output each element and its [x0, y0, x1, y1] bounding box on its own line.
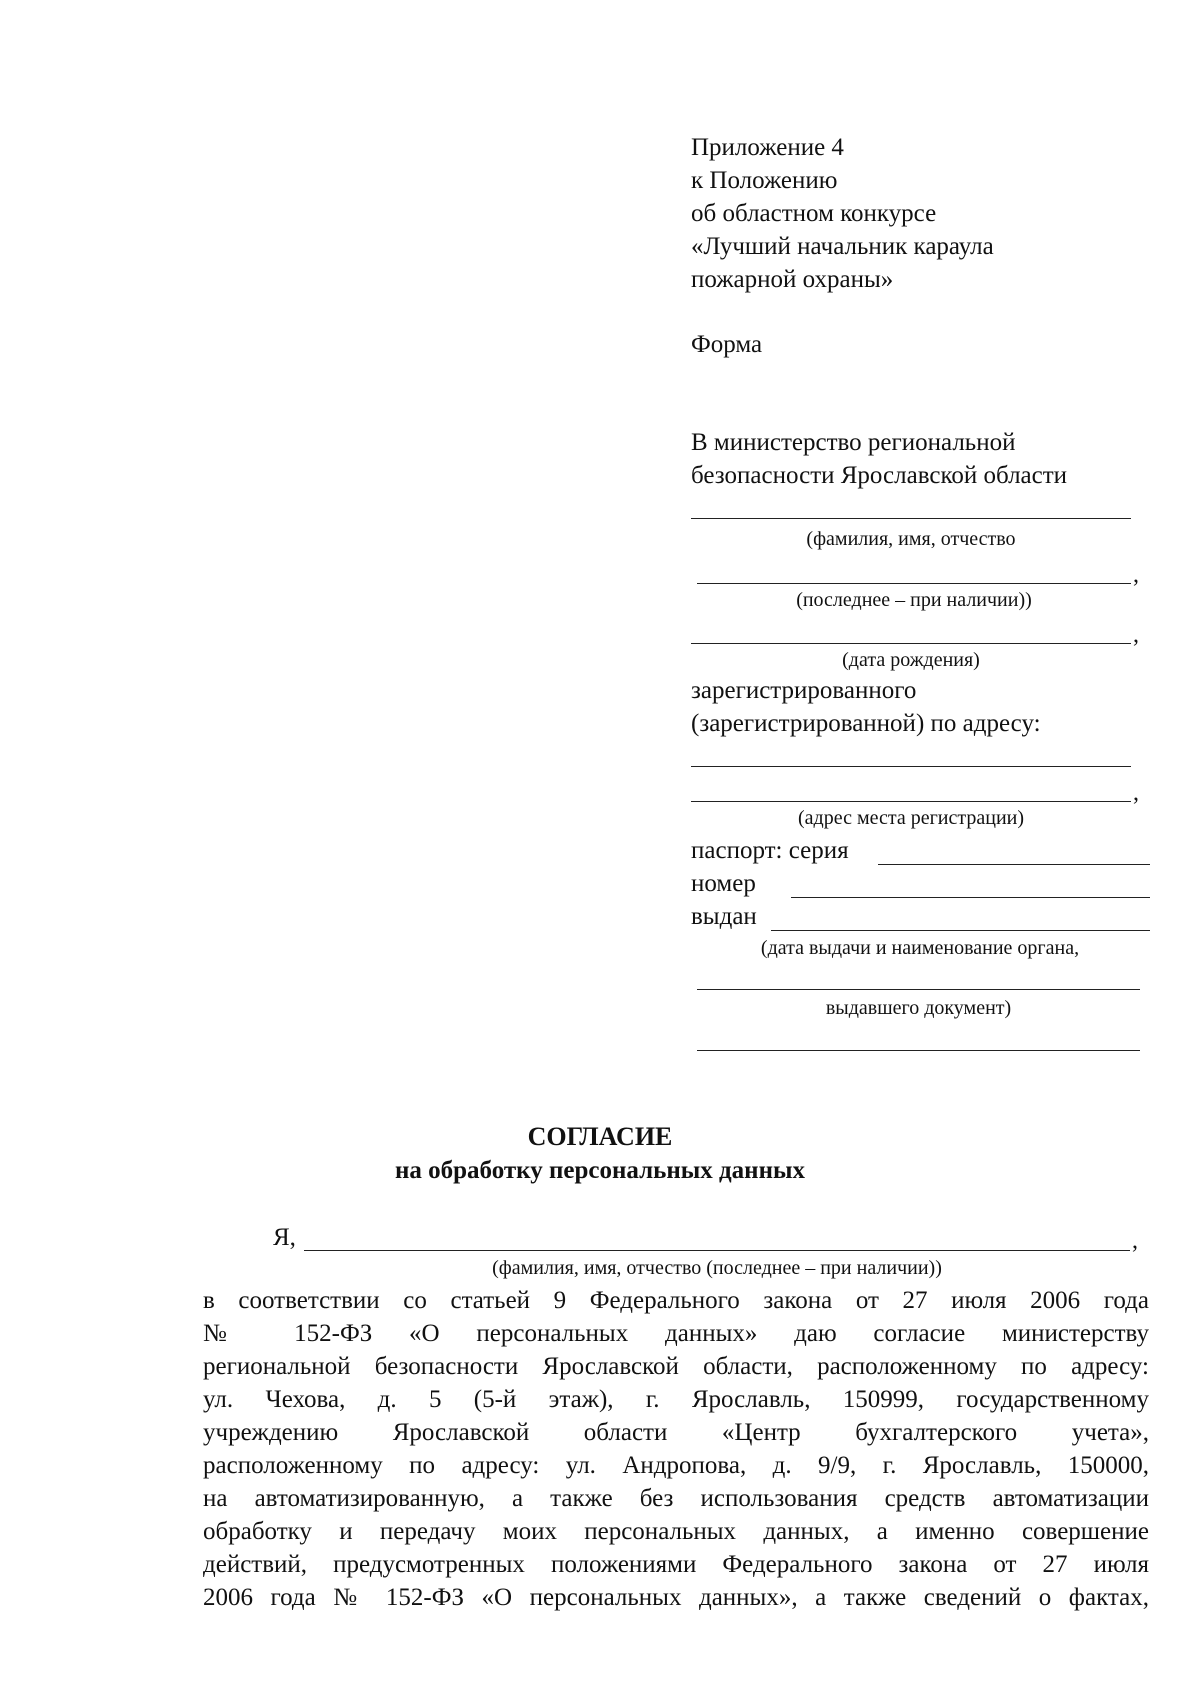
fio-consent-hint: (фамилия, имя, отчество (последнее – при наличии)) [492, 1257, 942, 1279]
comma: , [1133, 622, 1139, 648]
passport-series-label: паспорт: серия [691, 837, 849, 864]
i-label: Я, [273, 1224, 296, 1251]
addressee-line: безопасности Ярославской области [691, 462, 1068, 489]
body-line: ул. Чехова, д. 5 (5-й этаж), г. Ярославль, 150999, государственному [203, 1386, 1149, 1413]
issue-hint-2: выдавшего документ) [825, 997, 1012, 1019]
appendix-line: «Лучший начальник караула [691, 233, 994, 260]
passport-number-blank[interactable] [791, 897, 1150, 898]
issuer-blank-line-2[interactable] [697, 1050, 1140, 1051]
passport-issued-label: выдан [691, 903, 757, 930]
body-line: региональной безопасности Ярославской области, расположенному по адресу: [203, 1353, 1149, 1380]
body-line: расположенному по адресу: ул. Андропова, д. 9/9, г. Ярославль, 150000, [203, 1452, 1149, 1479]
passport-series-blank[interactable] [878, 864, 1150, 865]
body-line: 2006 года № 152-ФЗ «О персональных данных», а также сведений о фактах, [203, 1584, 1149, 1611]
fio-consent-blank[interactable] [304, 1250, 1130, 1251]
passport-number-label: номер [691, 870, 756, 897]
appendix-line: об областном конкурсе [691, 200, 937, 227]
body-line: на автоматизированную, а также без использования средств автоматизации [203, 1485, 1149, 1512]
addressee-line: В министерство региональной [691, 429, 1016, 456]
address-hint: (адрес места регистрации) [797, 807, 1025, 829]
comma: , [1133, 562, 1139, 588]
body-line: обработку и передачу моих персональных данных, а именно совершение [203, 1518, 1149, 1545]
fio-hint: (фамилия, имя, отчество [806, 528, 1016, 550]
registered-label-2: (зарегистрированной) по адресу: [691, 710, 1041, 737]
fio-hint-2: (последнее – при наличии)) [796, 589, 1032, 611]
comma: , [1133, 780, 1139, 806]
consent-title: СОГЛАСИЕ [527, 1122, 673, 1151]
passport-issued-blank[interactable] [771, 930, 1150, 931]
appendix-line: Приложение 4 [691, 134, 844, 161]
form-label: Форма [691, 331, 763, 358]
issue-hint: (дата выдачи и наименование органа, [760, 937, 1080, 959]
comma: , [1132, 1228, 1138, 1254]
body-line: действий, предусмотренных положениями Федерального закона от 27 июля [203, 1551, 1149, 1578]
registered-label: зарегистрированного [691, 677, 917, 704]
appendix-line: к Положению [691, 167, 838, 194]
appendix-line: пожарной охраны» [691, 266, 894, 293]
address-blank-line-2[interactable] [691, 801, 1131, 802]
address-blank-line[interactable] [691, 766, 1131, 767]
birthdate-hint: (дата рождения) [842, 649, 980, 671]
body-line: в соответствии со статьей 9 Федерального закона от 27 июля 2006 года [203, 1287, 1149, 1314]
body-line: учреждению Ярославской области «Центр бухгалтерского учета», [203, 1419, 1149, 1446]
consent-subtitle: на обработку персональных данных [395, 1157, 805, 1184]
issuer-blank-line[interactable] [697, 989, 1140, 990]
fio-blank-line[interactable] [691, 518, 1131, 519]
body-line: № 152-ФЗ «О персональных данных» даю согласие министерству [203, 1320, 1149, 1347]
birthdate-blank-line[interactable] [691, 643, 1131, 644]
fio-blank-line-2[interactable] [697, 583, 1131, 584]
